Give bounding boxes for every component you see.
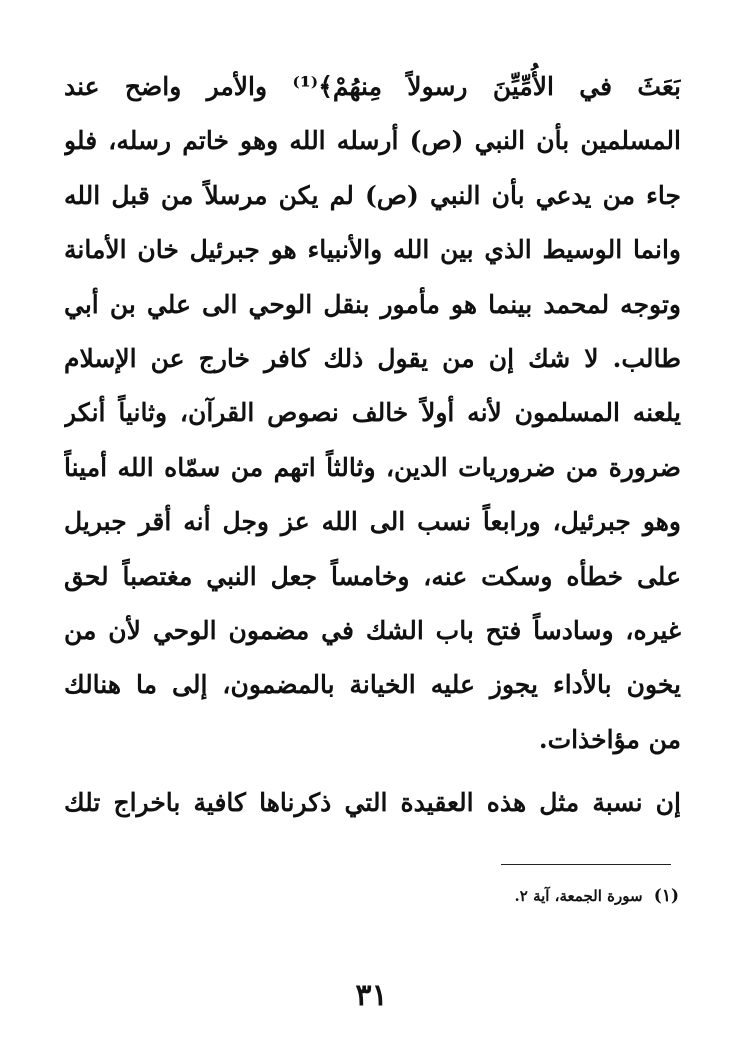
text-line: جاء من يدعي بأن النبي (ص) لم يكن مرسلاً من قبل الله bbox=[64, 180, 681, 210]
text-line: إن نسبة مثل هذه العقيدة التي ذكرناها كافية باخراج تلك bbox=[64, 788, 681, 817]
text-line: على خطأه وسكت عنه، وخامساً جعل النبي مغتصباً لحق bbox=[64, 561, 681, 591]
footnote-divider bbox=[501, 864, 671, 865]
footnote-text: سورة الجمعة، آية ٢. bbox=[514, 887, 643, 905]
text-line: ضرورة من ضروريات الدين، وثالثاً اتهم من سمّاه الله أميناً bbox=[64, 452, 681, 482]
text-line: بَعَثَ في الأُمِّيِّنَ رسولاً مِنهُمْ﴾⁽¹⁾ والأمر واضح عند bbox=[64, 72, 681, 101]
text-line: وانما الوسيط الذي بين الله والأنبياء هو جبرئيل خان الأمانة bbox=[64, 235, 681, 265]
text-line: وهو جبرئيل، ورابعاً نسب الى الله عز وجل أنه أقر جبريل bbox=[64, 507, 681, 537]
footnote bbox=[515, 886, 679, 906]
paragraph-1 bbox=[64, 60, 681, 767]
text-line: يخون بالأداء يجوز عليه الخيانة بالمضمون، إلى ما هنالك bbox=[64, 670, 681, 700]
text-line: طالب. لا شك إن من يقول ذلك كافر خارج عن الإسلام bbox=[64, 343, 681, 373]
text-line: يلعنه المسلمون لأنه أولاً خالف نصوص القرآن، وثانياً أنكر bbox=[64, 398, 681, 428]
text-line: غيره، وسادساً فتح باب الشك في مضمون الوحي لأن من bbox=[64, 615, 681, 645]
text-line: وتوجه لمحمد بينما هو مأمور بنقل الوحي الى علي بن أبي bbox=[64, 289, 681, 319]
page-number: ٣١ bbox=[355, 978, 388, 1013]
footnote-marker: (١) bbox=[653, 886, 679, 906]
paragraph-2 bbox=[64, 776, 681, 830]
text-line: من مؤاخذات. bbox=[538, 724, 681, 754]
text-line: المسلمين بأن النبي (ص) أرسله الله وهو خاتم رسله، فلو bbox=[64, 126, 681, 156]
